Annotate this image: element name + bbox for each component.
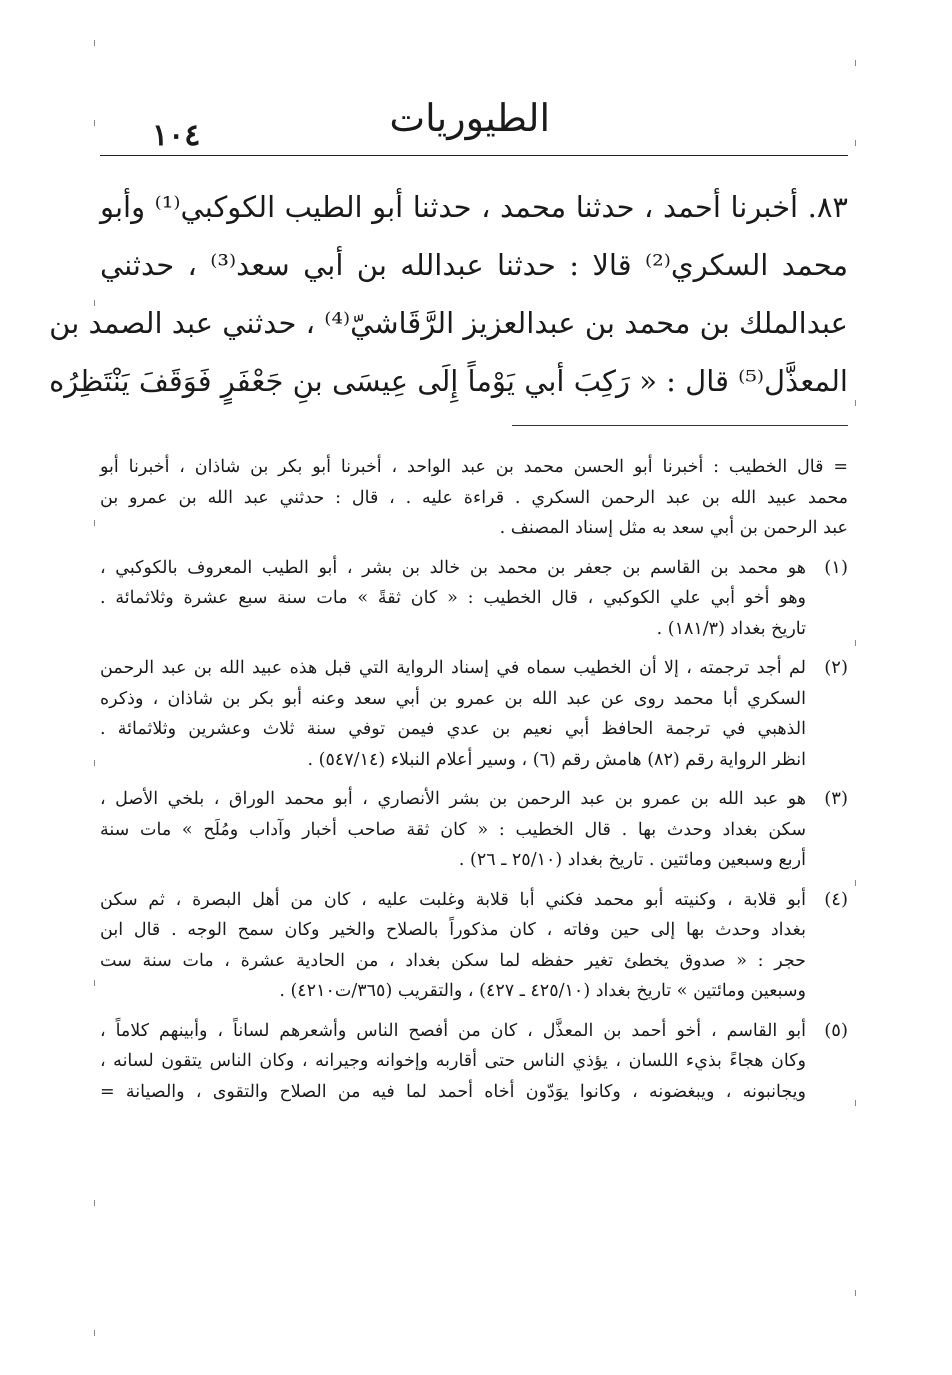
footnote-number: (٥)	[824, 1019, 848, 1041]
footnote-line: انظر الرواية رقم (٨٢) هامش رقم (٦) ، وسير أعلام النبلاء (٥٤٧/١٤) .	[307, 749, 806, 770]
main-text-line: محمد السكري⁽²⁾ قالا : حدثنا عبدالله بن أبي سعد⁽³⁾ ، حدثني	[100, 248, 848, 282]
footnote-line: أبو قلابة ، وكنيته أبو محمد فكني أبا قلابة وغلبت عليه ، كان من أهل البصرة ، ثم سكن	[100, 889, 806, 910]
footnote-line: محمد عبيد الله بن عبد الرحمن السكري . قراءة عليه . ، قال : حدثني عبد الله بن عمرو بن	[100, 487, 848, 508]
footnote-line: عبد الرحمن بن أبي سعد به مثل إسناد المصنف .	[499, 518, 848, 538]
footnote-5	[100, 1016, 848, 1108]
footnote-separator	[512, 425, 848, 426]
scan-margin-marks-right	[855, 0, 856, 1375]
page-header	[100, 92, 848, 158]
footnote-4	[100, 885, 848, 1007]
footnotes	[100, 452, 848, 1116]
footnote-number: (٤)	[824, 888, 848, 910]
footnote-line: ويجانبونه ، ويبغضونه ، وكانوا يوَدّون أخاه أحمد لما فيه من الصلاح والتقوى ، والصيانة =	[100, 1081, 806, 1102]
footnote-continuation	[100, 452, 848, 544]
footnote-line: تاريخ بغداد (١٨١/٣) .	[656, 618, 806, 639]
main-text-line: ٨٣. أخبرنا أحمد ، حدثنا محمد ، حدثنا أبو الطيب الكوكبي⁽¹⁾ وأبو	[100, 190, 848, 224]
footnote-3	[100, 784, 848, 876]
footnote-line: هو محمد بن القاسم بن جعفر بن محمد بن خالد بن بشر ، أبو الطيب المعروف بالكوكبي ،	[100, 557, 806, 578]
footnote-line: لم أجد ترجمته ، إلا أن الخطيب سماه في إسناد الرواية التي قبل هذه عبيد الله بن عبد الرحمن	[100, 658, 806, 678]
footnote-line: السكري أبا محمد روى عن عبد الله بن عمرو بن أبي سعد وعنه أبو بكر بن شاذان ، وذكره	[100, 688, 806, 709]
footnote-line: وكان هجاءً بذيء اللسان ، يؤذي الناس حتى أقاربه وإخوانه وجيرانه ، وكان الناس يتقون لسانه ،	[100, 1051, 806, 1071]
page-number: ١٠٤	[152, 118, 201, 153]
header-rule	[100, 155, 848, 156]
footnote-2	[100, 653, 848, 775]
footnote-line: الذهبي في ترجمة الحافظ أبي نعيم بن عدي فيمن توفي سنة ثلاث وعشرين وثلاثمائة .	[100, 719, 806, 739]
main-text	[49, 178, 848, 410]
scan-margin-marks-left	[94, 0, 95, 1375]
footnote-number: (١)	[824, 556, 848, 578]
main-text-line: عبدالملك بن محمد بن عبدالعزيز الرَّقَاشيّ⁽⁴⁾ ، حدثني عبد الصمد بن	[49, 306, 848, 340]
footnote-1	[100, 553, 848, 645]
footnote-number: (٣)	[824, 788, 848, 809]
footnote-line: أربع وسبعين ومائتين . تاريخ بغداد (٢٥/١٠ ـ ٢٦) .	[458, 850, 806, 870]
footnote-line: = قال الخطيب : أخبرنا أبو الحسن محمد بن عبد الواحد ، أخبرنا أبو بكر بن شاذان ، أخبرنا أبو	[100, 457, 848, 477]
footnote-line: وهو أخو أبي علي الكوكبي ، قال الخطيب : « كان ثقةً » مات سنة سبع عشرة وثلاثمائة .	[100, 588, 806, 608]
footnote-line: سكن بغداد وحدث بها . قال الخطيب : « كان ثقة صاحب أخبار وآداب ومُلَح » مات سنة	[100, 819, 806, 840]
footnote-line: أبو القاسم ، أخو أحمد بن المعذَّل ، كان من أفصح الناس وأشعرهم لساناً ، وأبينهم كلاماً ،	[100, 1020, 806, 1041]
footnote-line: وسبعين ومائتين » تاريخ بغداد (٤٢٥/١٠ ـ ٤٢٧) ، والتقريب (٣٦٥/ت٤٢١٠) .	[279, 981, 806, 1001]
footnote-line: بغداد وحدث بها إلى حين وفاته ، كان مذكوراً بالصلاح والخير وكان سمح الوجه . قال ابن	[100, 920, 806, 940]
footnote-line: حجر : « صدوق يخطئ تغير حفظه لما سكن بغداد ، من الحادية عشرة ، مات سنة ست	[100, 950, 806, 971]
footnote-line: هو عبد الله بن عمرو بن عبد الرحمن بن بشر الأنصاري ، أبو محمد الوراق ، بلخي الأصل ،	[100, 789, 806, 809]
footnote-number: (٢)	[824, 657, 848, 678]
book-title: الطيوريات	[389, 96, 550, 140]
main-text-line: المعذَّل⁽⁵⁾ قال : « رَكِبَ أبي يَوْماً إِلَى عِيسَى بنِ جَعْفَرٍ فَوَقَفَ يَنْتَظِرُه	[49, 364, 848, 398]
